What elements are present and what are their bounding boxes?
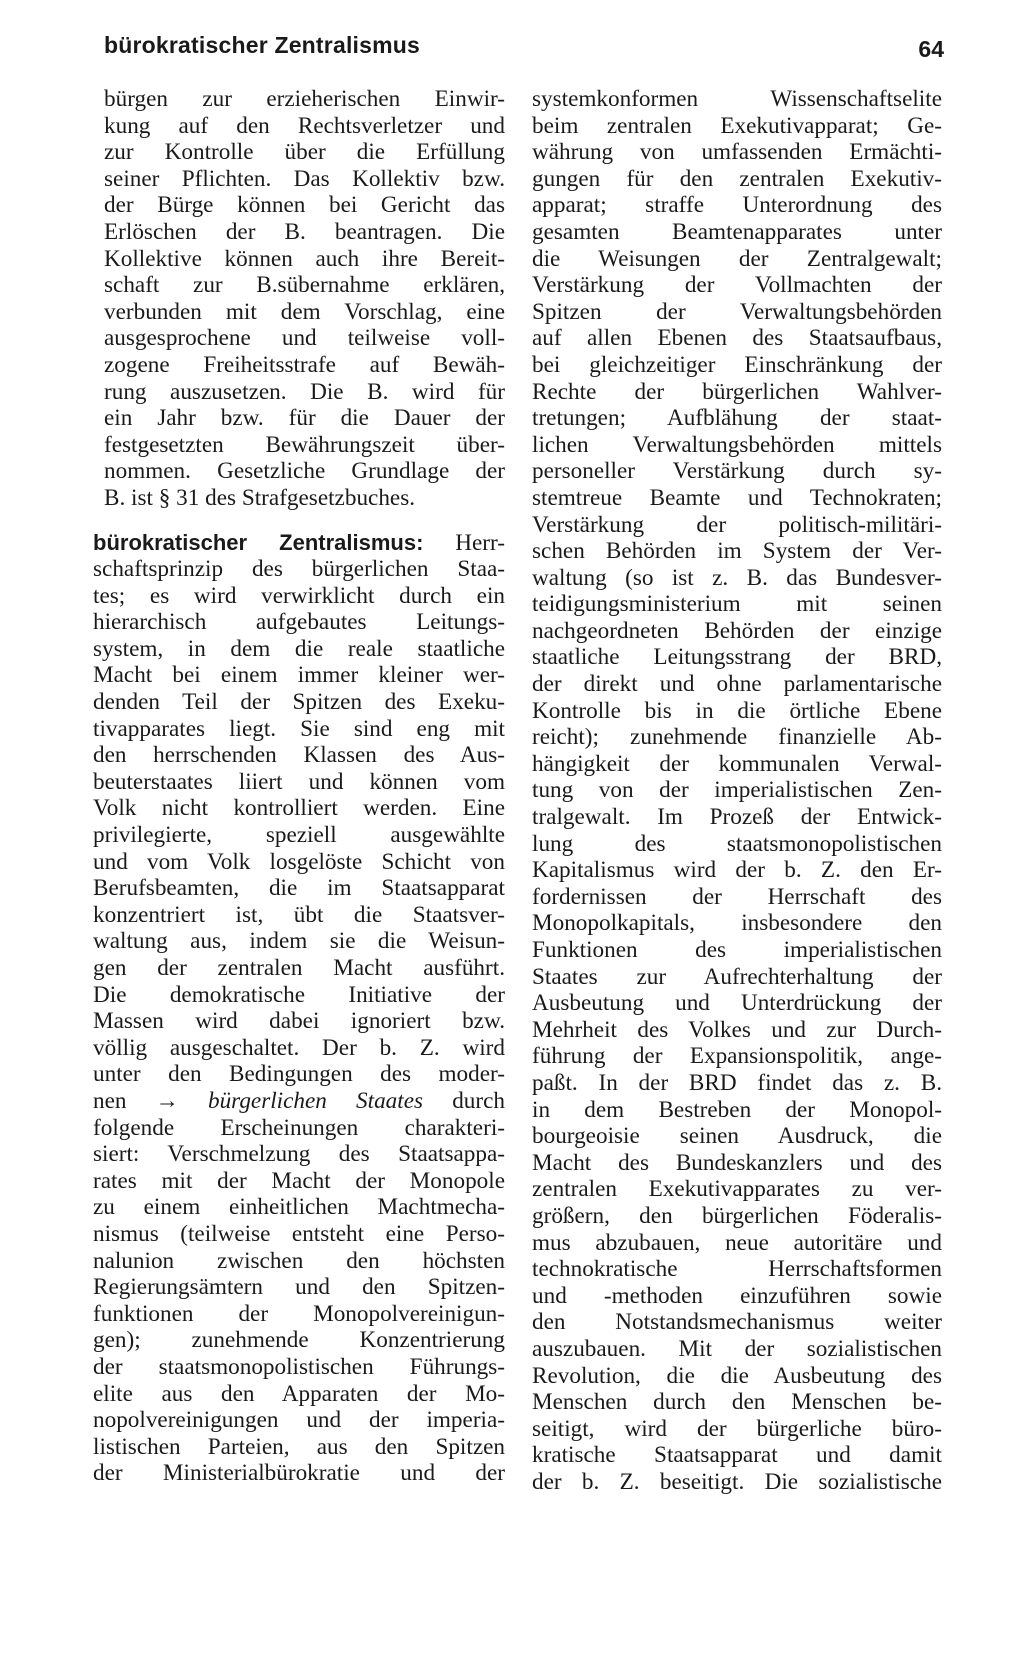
text-line: personeller Verstärkung durch sy-	[532, 458, 942, 485]
text-line: schen Behörden im System der Ver-	[532, 538, 942, 565]
text-line: waltung (so ist z. B. das Bundesver-	[532, 564, 942, 591]
text-line: und -methoden einzuführen sowie	[532, 1282, 942, 1309]
text-line: Funktionen des imperialistischen	[532, 937, 942, 963]
text-line: Verstärkung der politisch-militäri-	[532, 511, 942, 538]
text-line: festgesetzten Bewährungszeit über-	[104, 431, 505, 458]
text-line: schaftsprinzip des bürgerlichen Staa-	[93, 556, 505, 583]
text-line: nalunion zwischen den höchsten	[93, 1247, 505, 1274]
text-line: technokratische Herrschaftsformen	[532, 1256, 942, 1283]
text-line: den herrschenden Klassen des Aus-	[93, 742, 505, 769]
text-line: waltung aus, indem sie die Weisun-	[93, 928, 505, 955]
dictionary-entry	[93, 530, 505, 1487]
text-line: Revolution, die die Ausbeutung des	[532, 1362, 942, 1389]
text-line: bei gleichzeitiger Einschränkung der	[532, 351, 942, 378]
entry-first-line-text: Herr-	[423, 529, 505, 556]
text-line: siert: Verschmelzung des Staatsappa-	[93, 1141, 505, 1168]
text-line: Staates zur Aufrechterhaltung der	[532, 963, 942, 990]
text-line: schaft zur B.sübernahme erklären,	[104, 272, 505, 299]
text-line: der direkt und ohne parlamentarische	[532, 671, 942, 698]
text-line: nachgeordneten Behörden der einzige	[532, 617, 942, 644]
text-line: lichen Verwaltungsbehörden mittels	[532, 431, 942, 458]
text-line: fordernissen der Herrschaft des	[532, 883, 942, 910]
text-line: der Bürge können bei Gericht das	[104, 192, 505, 219]
text-line: nismus (teilweise entsteht eine Perso-	[93, 1220, 505, 1247]
text-line: hierarchisch aufgebautes Leitungs-	[93, 609, 505, 636]
text-line: bourgeoisie seinen Ausdruck, die	[532, 1123, 942, 1150]
text-line: B. ist § 31 des Strafgesetzbuches.	[104, 484, 416, 511]
text-line: zur Kontrolle über die Erfüllung	[104, 139, 505, 166]
text-line: gungen für den zentralen Exekutiv-	[532, 165, 942, 192]
text-line: ein Jahr bzw. für die Dauer der	[104, 405, 505, 432]
text-line: gen der zentralen Macht ausführt.	[93, 955, 505, 981]
entry-headword: bürokratischer Zentralismus:	[93, 529, 424, 555]
text-line: tralgewalt. Im Prozeß der Entwick-	[532, 804, 942, 831]
text-line: zu einem einheitlichen Machtmecha-	[93, 1194, 505, 1221]
text-line: Monopolkapitals, insbesondere den	[532, 910, 942, 937]
text-line: beim zentralen Exekutivapparat; Ge-	[532, 112, 942, 139]
text-line: listischen Parteien, aus den Spitzen	[93, 1433, 505, 1460]
text-line: teidigungsministerium mit seinen	[532, 591, 942, 618]
text-line: Berufsbeamten, die im Staatsapparat	[93, 875, 505, 902]
text-line: staatliche Leitungsstrang der BRD,	[532, 644, 942, 671]
text-line: Volk nicht kontrolliert werden. Eine	[93, 795, 505, 822]
text-line: gesamten Beamtenapparates unter	[532, 218, 942, 245]
text-line: kratische Staatsapparat und damit	[532, 1442, 942, 1469]
text-line: Die demokratische Initiative der	[93, 981, 505, 1008]
text-line: Spitzen der Verwaltungsbehörden	[532, 298, 942, 325]
right-column	[532, 86, 942, 1495]
text-line: paßt. In der BRD findet das z. B.	[532, 1069, 942, 1096]
text-line: Macht bei einem immer kleiner wer-	[93, 662, 505, 689]
text-line: und vom Volk losgelöste Schicht von	[93, 848, 505, 875]
text-line: Kontrolle bis in die örtliche Ebene	[532, 697, 942, 724]
text-line: rung auszusetzen. Die B. wird für	[104, 378, 505, 405]
text-line: zentralen Exekutivapparates zu ver-	[532, 1176, 942, 1203]
text-line: unter den Bedingungen des moder-	[93, 1061, 505, 1088]
xref-suffix: durch	[423, 1087, 505, 1114]
text-line: system, in dem die reale staatliche	[93, 635, 505, 662]
text-line: führung der Expansionspolitik, ange-	[532, 1043, 942, 1070]
text-line: folgende Erscheinungen charakteri-	[93, 1114, 505, 1141]
continued-entry-text	[532, 86, 942, 1495]
text-line: auszubauen. Mit der sozialistischen	[532, 1335, 942, 1362]
text-line: apparat; straffe Unterordnung des	[532, 192, 942, 219]
text-line: stemtreue Beamte und Technokraten;	[532, 484, 942, 511]
text-line: tung von der imperialistischen Zen-	[532, 777, 942, 804]
text-line: ausgesprochene und teilweise voll-	[104, 325, 505, 352]
cross-reference-link[interactable]: bürgerlichen Staates	[178, 1087, 424, 1114]
text-line: bürgen zur erzieherischen Einwir-	[104, 86, 505, 112]
text-line: auf allen Ebenen des Staatsaufbaus,	[532, 325, 942, 352]
text-line: nopolvereinigungen und der imperia-	[93, 1407, 505, 1434]
text-line: funktionen der Monopolvereinigun-	[93, 1300, 505, 1327]
text-line: Menschen durch den Menschen be-	[532, 1389, 942, 1416]
text-line: tes; es wird verwirklicht durch ein	[93, 582, 505, 609]
text-line: hängigkeit der kommunalen Verwal-	[532, 750, 942, 777]
text-line: Kapitalismus wird der b. Z. den Er-	[532, 857, 942, 884]
text-line: lung des staatsmonopolistischen	[532, 830, 942, 857]
text-line: elite aus den Apparaten der Mo-	[93, 1380, 505, 1407]
text-line: tivapparates liegt. Sie sind eng mit	[93, 715, 505, 742]
text-line: Verstärkung der Vollmachten der	[532, 272, 942, 299]
text-line: Mehrheit des Volkes und zur Durch-	[532, 1016, 942, 1043]
text-line: Ausbeutung und Unterdrückung der	[532, 990, 942, 1017]
text-line: Massen wird dabei ignoriert bzw.	[93, 1008, 505, 1035]
text-line: Kollektive können auch ihre Bereit-	[104, 245, 505, 272]
text-line: währung von umfassenden Ermächti-	[532, 139, 942, 166]
text-line: Erlöschen der B. beantragen. Die	[104, 218, 505, 245]
text-line: rates mit der Macht der Monopole	[93, 1167, 505, 1194]
text-line: Regierungsämtern und den Spitzen-	[93, 1274, 505, 1301]
text-line: systemkonformen Wissenschaftselite	[532, 86, 942, 112]
text-line: Macht des Bundeskanzlers und des	[532, 1149, 942, 1176]
text-line: der staatsmonopolistischen Führungs-	[93, 1353, 505, 1380]
text-line: privilegierte, speziell ausgewählte	[93, 822, 505, 849]
page-header	[104, 28, 944, 68]
text-line: konzentriert ist, übt die Staatsver-	[93, 901, 505, 928]
text-line: der b. Z. beseitigt. Die sozialistische	[532, 1468, 942, 1495]
text-line: nommen. Gesetzliche Grundlage der	[104, 458, 505, 485]
text-line: den Notstandsmechanismus weiter	[532, 1309, 942, 1336]
text-line: die Weisungen der Zentralgewalt;	[532, 245, 942, 272]
text-line: kung auf den Rechtsverletzer und	[104, 112, 505, 139]
text-line: völlig ausgeschaltet. Der b. Z. wird	[93, 1034, 505, 1061]
text-line: verbunden mit dem Vorschlag, eine	[104, 298, 505, 325]
cross-reference-arrow-icon: →	[155, 1087, 179, 1114]
xref-prefix: nen	[93, 1087, 156, 1114]
text-line: reicht); zunehmende finanzielle Ab-	[532, 724, 942, 751]
text-line: seiner Pflichten. Das Kollektiv bzw.	[104, 165, 505, 192]
text-line: Rechte der bürgerlichen Wahlver-	[532, 378, 942, 405]
running-head: bürokratischer Zentralismus	[104, 32, 421, 58]
continued-paragraph	[93, 86, 505, 512]
text-line: größern, den bürgerlichen Föderalis-	[532, 1202, 942, 1229]
page-number: 64	[918, 36, 944, 62]
text-line: denden Teil der Spitzen des Exeku-	[93, 689, 505, 716]
text-line: mus abzubauen, neue autoritäre und	[532, 1229, 942, 1256]
text-line: zogene Freiheitsstrafe auf Bewäh-	[104, 351, 505, 378]
text-line: in dem Bestreben der Monopol-	[532, 1096, 942, 1123]
text-line: seitigt, wird der bürgerliche büro-	[532, 1415, 942, 1442]
text-line: der Ministerialbürokratie und der	[93, 1460, 505, 1487]
left-column	[93, 86, 505, 1487]
text-line: beuterstaates liiert und können vom	[93, 768, 505, 795]
text-line: gen); zunehmende Konzentrierung	[93, 1327, 505, 1354]
text-line: tretungen; Aufblähung der staat-	[532, 405, 942, 432]
